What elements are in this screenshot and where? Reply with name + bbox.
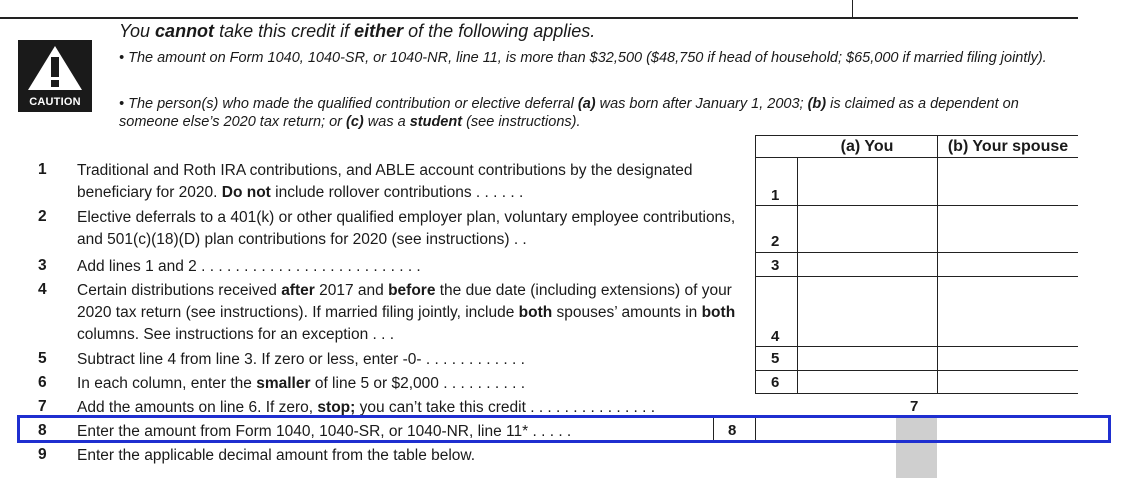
line-4-you-field[interactable] [798, 277, 937, 346]
line-8-text: Enter the amount from Form 1040, 1040-SR, or 1040-NR, line 11* . . . . . [77, 423, 572, 440]
line-number: 2 [38, 208, 47, 225]
line-number: 6 [38, 374, 47, 391]
box-label: 2 [771, 233, 780, 250]
column-header-spouse: (b) Your spouse [947, 138, 1069, 155]
line-3-text: Add lines 1 and 2 . . . . . . . . . . . . . . . . . . . . . . . . . . [77, 258, 421, 275]
line-3-you-field[interactable] [798, 253, 937, 276]
line-6-spouse-field[interactable] [938, 371, 1078, 393]
box-label: 8 [728, 422, 737, 439]
line-2-text: Elective deferrals to a 401(k) or other qualified employer plan, voluntary employee contributions, and 501(c)(18)(D) plan contributions for 2020 (see instructions) . . [77, 209, 736, 248]
line-2-you-field[interactable] [798, 206, 937, 252]
line-5-text: Subtract line 4 from line 3. If zero or less, enter -0- . . . . . . . . . . . . [77, 351, 525, 368]
line-1-you-field[interactable] [798, 158, 937, 205]
line-number: 7 [38, 398, 47, 415]
line-number: 1 [38, 161, 47, 178]
line-6-you-field[interactable] [798, 371, 937, 393]
top-divider [852, 0, 853, 17]
box-label: 4 [771, 328, 780, 345]
box-label: 3 [771, 257, 780, 274]
line-7-text: Add the amounts on line 6. If zero, stop; you can’t take this credit . . . . . . . . . . . . . . . [77, 399, 656, 416]
column-header-top-rule [755, 135, 1078, 136]
line-number: 5 [38, 350, 47, 367]
line-number: 3 [38, 257, 47, 274]
line-2-spouse-field[interactable] [938, 206, 1078, 252]
line-4-spouse-field[interactable] [938, 277, 1078, 346]
line-1-spouse-field[interactable] [938, 158, 1078, 205]
line-4-text: Certain distributions received after 2017 and before the due date (including extensions) of your 2020 tax return (see instructions). If married filing jointly, include both spouses’ amounts in both columns. See instructions for an exception . . . [77, 282, 736, 343]
line-1-text: Traditional and Roth IRA contributions, and ABLE account contributions by the designated beneficiary for 2020. Do not include rollover contributions . . . . . . [77, 162, 693, 201]
caution-icon [18, 40, 92, 112]
caution-label: CAUTION [29, 96, 81, 108]
caution-bullet-eligibility: • The person(s) who made the qualified contribution or elective deferral (a) was born after January 1, 2003; (b) is claimed as a dependent on someone else’s 2020 tax return; or (c) was a student (see instructions). [119, 96, 1019, 130]
line-3-spouse-field[interactable] [938, 253, 1078, 276]
box-label: 7 [910, 398, 919, 415]
line-5-spouse-field[interactable] [938, 347, 1078, 370]
line-number: 9 [38, 446, 47, 463]
caution-title: You cannot take this credit if either of the following applies. [119, 21, 596, 41]
box-label: 6 [771, 374, 780, 391]
box-label: 5 [771, 350, 780, 367]
line-8-highlight-box [17, 415, 1111, 443]
column-header-you: (a) You [840, 138, 894, 155]
box-column-left-rule [755, 135, 756, 393]
line-5-you-field[interactable] [798, 347, 937, 370]
line-7-total-field[interactable] [938, 395, 1078, 417]
caution-bullet-income: • The amount on Form 1040, 1040-SR, or 1040-NR, line 11, is more than $32,500 ($48,750 if head of household; $65,000 if married filing jointly). [119, 50, 1047, 66]
warning-triangle-icon [18, 40, 92, 96]
line-number: 8 [38, 422, 47, 439]
line-6-text: In each column, enter the smaller of line 5 or $2,000 . . . . . . . . . . [77, 375, 526, 392]
line-number: 4 [38, 281, 47, 298]
box-label: 1 [771, 187, 780, 204]
row-rule [755, 393, 1078, 394]
line-9-text: Enter the applicable decimal amount from the table below. [77, 447, 476, 464]
top-rule [0, 17, 1078, 19]
